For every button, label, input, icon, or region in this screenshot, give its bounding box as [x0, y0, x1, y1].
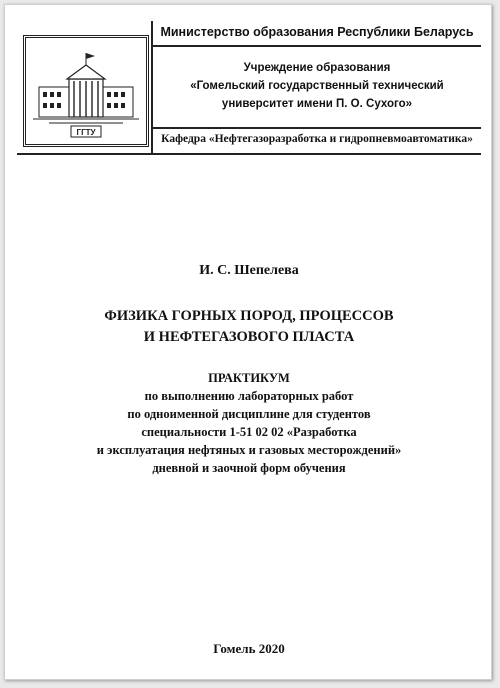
- university-building-icon: [29, 41, 143, 141]
- logo-caption: ГГТУ: [76, 128, 96, 137]
- university-line: Учреждение образования: [243, 62, 391, 74]
- header-rule-bottom: [17, 153, 481, 155]
- subtitle-line: по выполнению лабораторных работ: [144, 389, 354, 403]
- subtitle-line: ПРАКТИКУМ: [208, 371, 290, 385]
- author-name: И. С. Шепелева: [199, 263, 299, 278]
- city-year: Гомель 2020: [213, 641, 285, 656]
- subtitle-line: дневной и заочной форм обучения: [152, 461, 346, 475]
- title-line: ФИЗИКА ГОРНЫХ ПОРОД, ПРОЦЕССОВ: [104, 308, 394, 324]
- subtitle-line: специальности 1-51 02 02 «Разработка: [141, 425, 357, 439]
- header-rule-top: [153, 45, 481, 47]
- university-line: университет имени П. О. Сухого»: [221, 98, 413, 110]
- header-block: [17, 21, 481, 155]
- title-page: [4, 4, 492, 680]
- university-name: [153, 59, 481, 113]
- header-rule-middle: [153, 127, 481, 129]
- document-title: [5, 306, 493, 348]
- ministry-name: Министерство образования Республики Беларусь: [160, 25, 474, 39]
- university-logo: [23, 35, 149, 147]
- university-line: «Гомельский государственный технический: [190, 80, 444, 92]
- department-name: Кафедра «Нефтегазоразработка и гидропневмоавтоматика»: [161, 133, 473, 145]
- document-subtitle: [5, 369, 493, 477]
- title-line: И НЕФТЕГАЗОВОГО ПЛАСТА: [143, 329, 355, 345]
- subtitle-line: по одноименной дисциплине для студентов: [127, 407, 371, 421]
- subtitle-line: и эксплуатация нефтяных и газовых месторождений»: [96, 443, 402, 457]
